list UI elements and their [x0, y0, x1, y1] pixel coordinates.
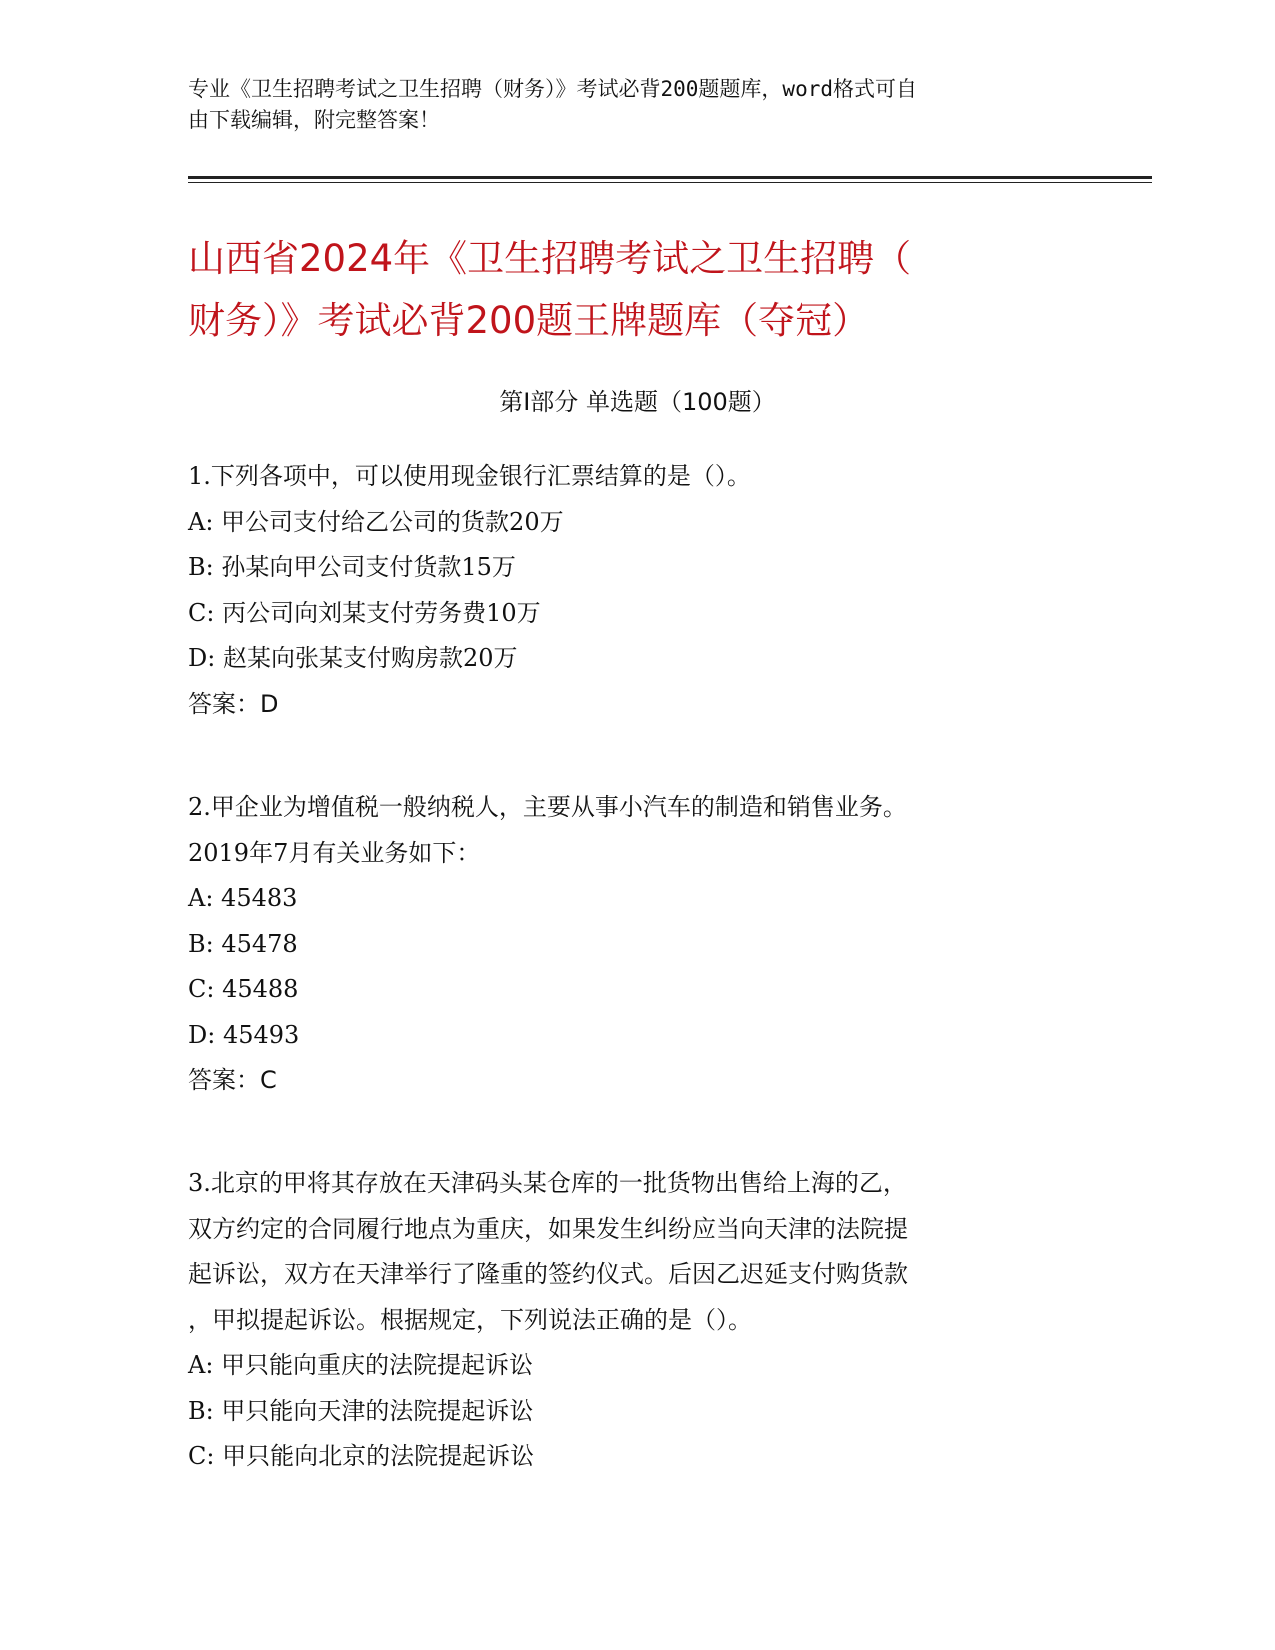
- question-option-d: D: 45493: [188, 1020, 300, 1049]
- question-stem-continued: 2019年7月有关业务如下：: [188, 838, 481, 867]
- question-2: [188, 785, 1088, 1104]
- document-title-line-2: 财务）》考试必背200题王牌题库（夺冠）: [188, 299, 870, 342]
- question-1: [188, 454, 1088, 727]
- document-title: [188, 228, 1108, 352]
- question-stem-continued: 起诉讼，双方在天津举行了隆重的签约仪式。后因乙迟延支付购货款: [188, 1260, 908, 1288]
- question-stem: 2.甲企业为增值税一般纳税人，主要从事小汽车的制造和销售业务。: [188, 793, 907, 821]
- question-option-d: D: 赵某向张某支付购房款20万: [188, 644, 518, 672]
- question-option-c: C: 甲只能向北京的法院提起诉讼: [188, 1442, 535, 1470]
- question-option-b: B: 孙某向甲公司支付货款15万: [188, 553, 516, 581]
- question-stem-continued: ，甲拟提起诉讼。根据规定，下列说法正确的是（）。: [188, 1305, 752, 1334]
- section-title: 第Ⅰ部分 单选题（100题）: [499, 388, 776, 416]
- question-stem: 1.下列各项中，可以使用现金银行汇票结算的是（）。: [188, 462, 751, 490]
- question-option-b: B: 45478: [188, 929, 298, 958]
- question-option-c: C: 丙公司向刘某支付劳务费10万: [188, 598, 541, 627]
- question-option-a: A: 45483: [188, 884, 298, 912]
- question-answer: 答案：C: [188, 1066, 277, 1094]
- question-stem: 3.北京的甲将其存放在天津码头某仓库的一批货物出售给上海的乙，: [188, 1169, 907, 1197]
- question-option-a: A: 甲公司支付给乙公司的货款20万: [188, 507, 564, 536]
- question-option-a: A: 甲只能向重庆的法院提起诉讼: [188, 1351, 534, 1379]
- question-stem-continued: 双方约定的合同履行地点为重庆，如果发生纠纷应当向天津的法院提: [188, 1214, 908, 1243]
- question-option-c: C: 45488: [188, 975, 299, 1003]
- header-note-line-1: 专业《卫生招聘考试之卫生招聘（财务）》考试必背200题题库，word格式可自: [188, 77, 917, 101]
- document-title-line-1: 山西省2024年《卫生招聘考试之卫生招聘（: [188, 237, 912, 280]
- header-divider-thin: [188, 182, 1152, 183]
- question-option-b: B: 甲只能向天津的法院提起诉讼: [188, 1396, 534, 1425]
- question-answer: 答案：D: [188, 689, 279, 718]
- header-divider-thick: [188, 176, 1152, 179]
- header-note-line-2: 由下载编辑，附完整答案！: [188, 108, 440, 132]
- question-3: [188, 1161, 1088, 1480]
- header-note: [188, 74, 1068, 136]
